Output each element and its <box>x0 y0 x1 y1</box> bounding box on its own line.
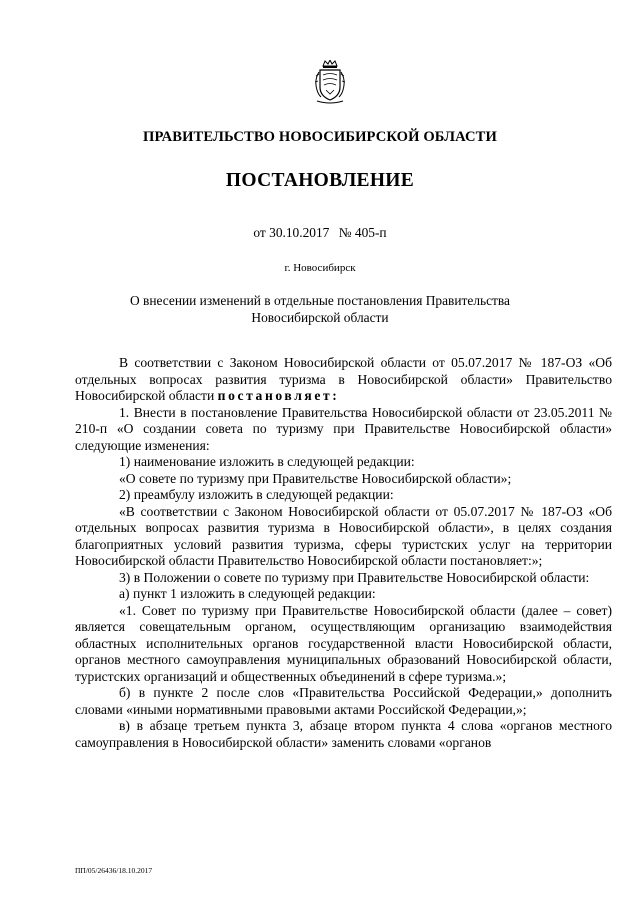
paragraph: 1) наименование изложить в следующей редакции: <box>119 454 415 469</box>
document-date: от 30.10.2017 <box>253 225 330 240</box>
paragraph: 1. Внести в постановление Правительства Новосибирской области от 23.05.2011 № 210-п «О создании совета по туризму при Правительстве Новосибирской области» следующие изменения: <box>75 404 612 453</box>
paragraph-text: В соответствии с Законом Новосибирской области от 05.07.2017 № 187-ОЗ «Об отдельных вопросах развития туризма в Новосибирской области» Правительство Новосибирской области <box>75 355 612 403</box>
paragraph: «В соответствии с Законом Новосибирской области от 05.07.2017 № 187-ОЗ «Об отдельных вопросах развития туризма в Новосибирской области», в целях создания благоприятных условий развития туризма, сферы туристских услуг на территории Новосибирской области Правительство Новосибирской области постановляет:»; <box>75 503 612 568</box>
document-title <box>80 292 560 326</box>
document-code: ПП/05/26436/18.10.2017 <box>75 866 153 875</box>
organization-name: ПРАВИТЕЛЬСТВО НОВОСИБИРСКОЙ ОБЛАСТИ <box>143 129 497 145</box>
coat-of-arms-icon <box>312 60 348 104</box>
document-type: ПОСТАНОВЛЕНИЕ <box>225 170 415 191</box>
paragraph <box>75 355 612 405</box>
date-number-line <box>0 225 640 241</box>
paragraph: «1. Совет по туризму при Правительстве Новосибирской области (далее – совет) является совещательным органом, осуществляющим организацию взаимодействия областных исполнительных органов государственной власти Новосибирской области, органов местного самоуправления муниципальных образований Новосибирской области, туристских организаций и общественных объединений в сфере туризма.»; <box>75 602 612 684</box>
title-line: Новосибирской области <box>251 310 389 325</box>
title-line: О внесении изменений в отдельные постановления Правительства <box>129 293 511 308</box>
paragraph: в) в абзаце третьем пункта 3, абзаце втором пункта 4 слова «органов местного самоуправления в Новосибирской области» заменить словами «органов <box>75 718 612 750</box>
paragraph: 3) в Положении о совете по туризму при Правительстве Новосибирской области: <box>119 569 590 585</box>
document-number: № 405-п <box>338 225 387 240</box>
paragraph: а) пункт 1 изложить в следующей редакции: <box>119 586 376 601</box>
paragraph: б) в пункте 2 после слов «Правительства Российской Федерации,» дополнить словами «иными нормативными правовыми актами Российской Федерации,»; <box>75 685 612 717</box>
paragraph: «О совете по туризму при Правительстве Новосибирской области»; <box>119 470 512 486</box>
document-body <box>75 355 612 751</box>
resolution-keyword: постановляет: <box>217 388 340 403</box>
city: г. Новосибирск <box>284 262 356 274</box>
paragraph: 2) преамбулу изложить в следующей редакции: <box>119 487 394 502</box>
